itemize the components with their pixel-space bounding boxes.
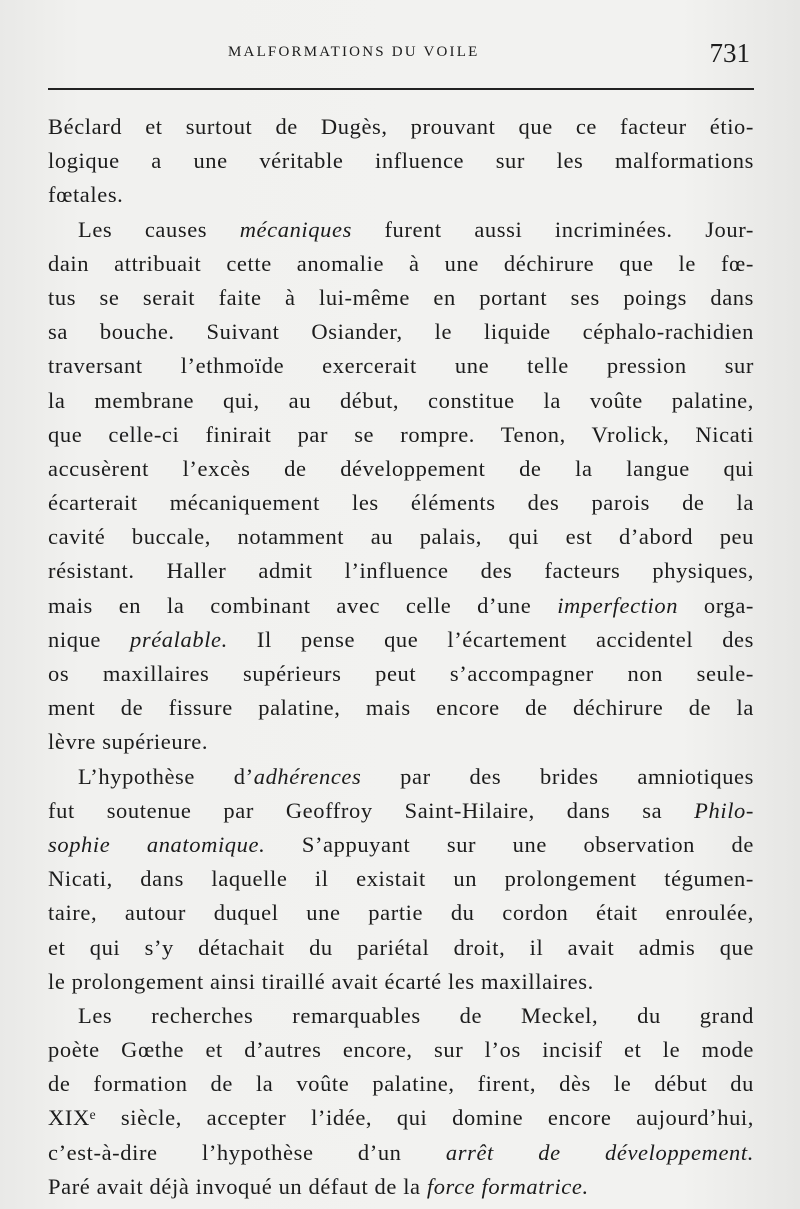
text-line — [48, 110, 754, 144]
text-run: c’est-à-dire l’hypothèse d’un — [48, 1139, 446, 1165]
text-run: poète Gœthe et d’autres encore, sur l’os incisif et le mode — [48, 1037, 754, 1063]
text-line — [48, 1136, 754, 1170]
text-line — [48, 554, 754, 588]
text-run: S’appuyant sur une observation de — [265, 831, 754, 857]
text-run: que celle-ci finirait par se rompre. Tenon, Vrolick, Nicati — [48, 421, 754, 447]
text-line — [48, 828, 754, 862]
text-run: logique a une véritable influence sur les malformations — [48, 148, 754, 174]
text-run: furent aussi incriminées. Jour- — [351, 216, 754, 242]
text-line — [48, 281, 754, 315]
text-line — [48, 452, 754, 486]
text-run: lèvre supérieure. — [48, 729, 209, 755]
text-line — [48, 1033, 754, 1067]
italic-text: mécaniques — [239, 216, 352, 242]
text-run: écarterait mécaniquement les éléments des parois de la — [48, 490, 754, 516]
text-run: dain attribuait cette anomalie à une déchirure que le fœ- — [48, 250, 754, 276]
paragraph — [48, 213, 754, 760]
paragraph — [48, 999, 754, 1204]
text-run: nique — [48, 626, 130, 652]
italic-text: sophie anatomique. — [48, 831, 266, 857]
text-line — [48, 1067, 754, 1101]
text-line — [48, 862, 754, 896]
text-run: le prolongement ainsi tiraillé avait écarté les maxillaires. — [48, 968, 594, 994]
italic-text: adhérences — [253, 763, 362, 789]
text-line — [48, 520, 754, 554]
text-run: de formation de la voûte palatine, firent, dès le début du — [48, 1071, 754, 1097]
text-run: fut soutenue par Geoffroy Saint-Hilaire, dans sa — [48, 797, 695, 823]
paragraph — [48, 760, 754, 999]
text-run: et qui s’y détachait du pariétal droit, il avait admis que — [48, 934, 754, 960]
text-line — [48, 999, 754, 1033]
text-line — [48, 1101, 754, 1135]
text-line — [48, 623, 754, 657]
text-line — [48, 589, 754, 623]
text-line — [48, 657, 754, 691]
text-line — [48, 144, 754, 178]
text-run: Les recherches remarquables de Meckel, du grand — [78, 1002, 754, 1028]
italic-text: force formatrice. — [426, 1173, 589, 1199]
text-run: fœtales. — [48, 182, 124, 208]
text-run: XIXᵉ siècle, accepter l’idée, qui domine encore aujourd’hui, — [48, 1105, 754, 1131]
text-line — [48, 213, 754, 247]
page-number: 731 — [709, 38, 750, 68]
italic-text: Philo- — [694, 797, 754, 823]
italic-text: imperfection — [557, 592, 679, 618]
text-run: cavité buccale, notamment au palais, qui est d’abord peu — [48, 524, 754, 550]
text-line — [48, 760, 754, 794]
paragraph — [48, 110, 754, 213]
text-run: tus se serait faite à lui-même en portant ses poings dans — [48, 284, 754, 310]
text-run: Les causes — [78, 216, 240, 242]
text-line — [48, 965, 754, 999]
text-line — [48, 418, 754, 452]
text-run: par des brides amniotiques — [361, 763, 754, 789]
text-line — [48, 384, 754, 418]
page-header — [48, 38, 754, 78]
text-line — [48, 896, 754, 930]
text-line — [48, 794, 754, 828]
text-run: os maxillaires supérieurs peut s’accompagner non seule- — [48, 661, 754, 686]
text-line — [48, 725, 754, 759]
text-run: Il pense que l’écartement accidentel des — [227, 626, 754, 652]
text-run: la membrane qui, au début, constitue la voûte palatine, — [48, 387, 754, 413]
text-run: L’hypothèse d’ — [78, 763, 254, 789]
text-run: ment de fissure palatine, mais encore de déchirure de la — [48, 695, 754, 721]
text-line — [48, 315, 754, 349]
text-line — [48, 349, 754, 383]
italic-text: préalable. — [130, 626, 228, 652]
text-run: mais en la combinant avec celle d’une — [48, 592, 558, 618]
italic-text: arrêt de développement. — [445, 1139, 754, 1165]
header-rule — [48, 88, 754, 90]
text-line — [48, 931, 754, 965]
text-run: résistant. Haller admit l’influence des facteurs physiques, — [48, 558, 754, 584]
text-run: taire, autour duquel une partie du cordon était enroulée, — [48, 900, 754, 926]
text-line — [48, 691, 754, 725]
text-run: Nicati, dans laquelle il existait un prolongement tégumen- — [48, 866, 754, 892]
text-run: orga- — [678, 592, 754, 618]
text-line — [48, 486, 754, 520]
text-run: Paré avait déjà invoqué un défaut de la — [48, 1173, 427, 1199]
text-line — [48, 178, 754, 212]
text-run: accusèrent l’excès de développement de la langue qui — [48, 455, 754, 481]
text-run: sa bouche. Suivant Osiander, le liquide céphalo-rachidien — [48, 319, 754, 345]
running-head: MALFORMATIONS DU VOILE — [228, 44, 480, 60]
body-text — [48, 110, 754, 1204]
text-run: traversant l’ethmoïde exercerait une telle pression sur — [48, 353, 754, 379]
text-line — [48, 1170, 754, 1204]
text-line — [48, 247, 754, 281]
text-run: Béclard et surtout de Dugès, prouvant que ce facteur étio- — [48, 114, 754, 139]
